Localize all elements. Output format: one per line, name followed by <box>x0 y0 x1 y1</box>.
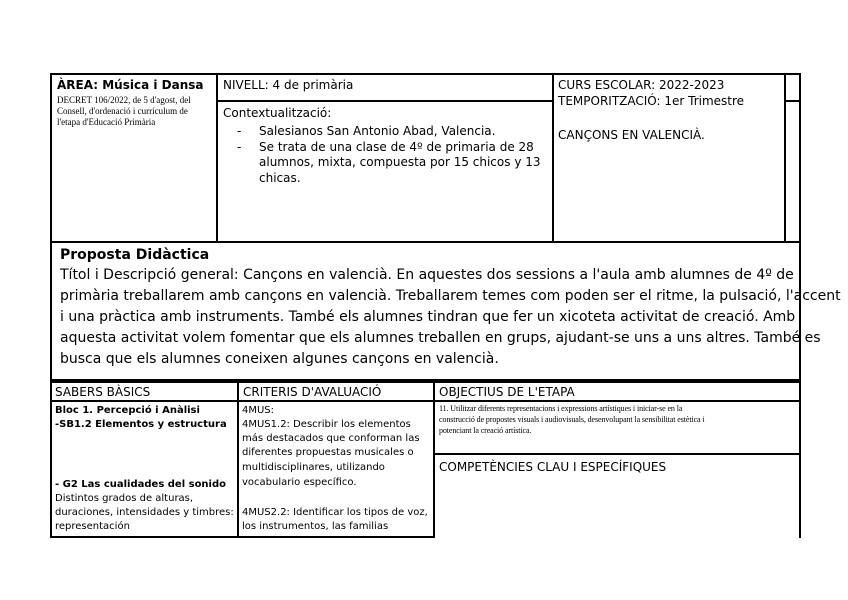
table-right-border <box>799 381 801 538</box>
context-item-continuation: alumnos, mixta, compuesta por 15 chicos y 13 <box>259 155 541 169</box>
divider <box>552 73 554 243</box>
table-bottom-border <box>50 536 435 538</box>
sabers-g2-line: Distintos grados de alturas, <box>55 493 194 504</box>
col-header-objectius: OBJECTIUS DE L'ETAPA <box>439 385 575 399</box>
criteris-line: más destacados que conforman las <box>242 433 420 444</box>
context-item: - Salesianos San Antonio Abad, Valencia. <box>221 123 534 139</box>
criteris-line: multidisciplinares, utilizando <box>242 462 385 473</box>
proposta-line: primària treballarem amb cançons en valencià. Treballarem temes com poden ser el ritme, la pulsació, l'accent <box>60 288 841 304</box>
divider <box>433 381 435 538</box>
nivell-label: NIVELL: 4 de primària <box>223 78 354 92</box>
proposta-line: busca que els alumnes coneixen algunes cançons en valencià. <box>60 351 499 367</box>
competencies-header: COMPETÈNCIES CLAU I ESPECÍFIQUES <box>439 460 667 474</box>
table-left-border <box>50 381 52 538</box>
table-header-divider <box>50 400 801 402</box>
divider <box>784 73 786 243</box>
sabers-bloc: Bloc 1. Percepció i Anàlisi <box>55 405 200 416</box>
sabers-g2-line: duraciones, intensidades y timbres: <box>55 507 234 518</box>
proposta-line: aquesta activitat volem fomentar que els alumnes treballen en grups, ajudant-se uns a uns altres. També es <box>60 330 821 346</box>
context-item: - Se trata de una clase de 4º de primaria de 28 <box>221 139 534 155</box>
col-header-sabers: SABERS BÀSICS <box>55 385 151 399</box>
objectius-line: potenciant la creació artística. <box>439 426 532 435</box>
proposta-line: Títol i Descripció general: Cançons en valencià. En aquestes dos sessions a l'aula amb alumnes de 4º de <box>60 267 794 283</box>
criteris-code: 4MUS: <box>242 405 275 416</box>
divider <box>216 73 218 243</box>
unit-title: CANÇONS EN VALENCIÀ. <box>558 128 705 142</box>
col-header-criteris: CRITERIS D'AVALUACIÓ <box>243 385 382 399</box>
context-label: Contextualització: <box>223 106 332 120</box>
divider <box>216 100 554 102</box>
area-label: ÀREA: Música i Dansa <box>57 78 204 92</box>
context-list <box>221 123 534 155</box>
sabers-g2-line: representación <box>55 521 130 532</box>
decret-line: DECRET 106/2022, de 5 d'agost, del <box>57 95 191 105</box>
proposta-line: i una pràctica amb instruments. També els alumnes tindran que fer un xicoteta activitat de creació. Amb <box>60 309 796 325</box>
objectius-line: 11. Utilitzar diferents representacions i expressions artístiques i iniciar-se en la <box>439 404 683 413</box>
table-top-border <box>50 381 801 383</box>
criteris-line: los instrumentos, las familias <box>242 521 389 532</box>
divider <box>237 381 239 538</box>
criteris-line: 4MUS2.2: Identificar los tipos de voz, <box>242 507 428 518</box>
objectius-divider <box>435 453 801 455</box>
objectius-line: construcció de propostes visuals i audiovisuals, desenvolupant la sensibilitat estètica i <box>439 415 705 424</box>
decret-line: l'etapa d'Educació Primària <box>57 117 156 127</box>
criteris-line: diferentes propuestas musicales o <box>242 447 414 458</box>
decret-line: Consell, d'ordenació i currículum de <box>57 106 188 116</box>
context-item-continuation: chicas. <box>259 171 301 185</box>
sabers-sb: -SB1.2 Elementos y estructura <box>55 419 227 430</box>
proposta-title: Proposta Didàctica <box>60 247 210 263</box>
sabers-g2: - G2 Las cualidades del sonido <box>55 479 227 490</box>
curs-escolar: CURS ESCOLAR: 2022-2023 <box>558 78 725 92</box>
temporitzacio: TEMPORITZACIÓ: 1er Trimestre <box>558 94 745 108</box>
criteris-line: vocabulario específico. <box>242 477 357 488</box>
criteris-line: 4MUS1.2: Describir los elementos <box>242 419 411 430</box>
divider <box>784 100 801 102</box>
